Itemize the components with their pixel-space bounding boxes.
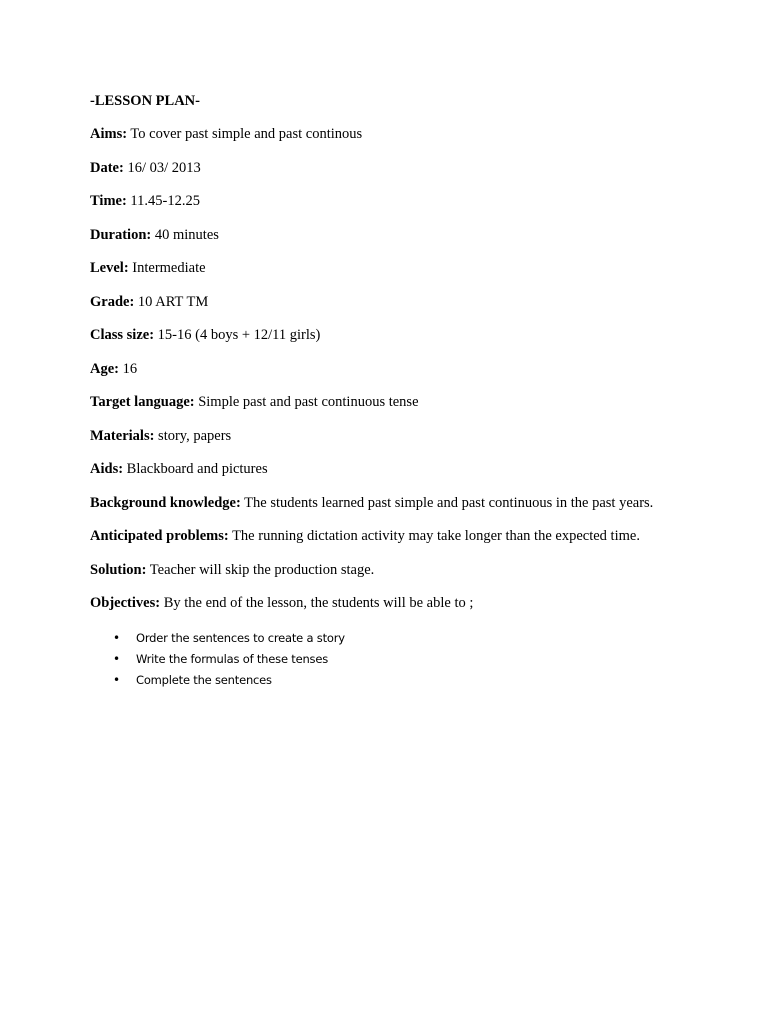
field-materials [90,427,730,446]
objectives-list [113,628,345,691]
bullet-icon: • [113,631,120,645]
field-objectives [90,594,730,613]
field-time [90,192,730,211]
field-label: Level: [90,260,129,276]
field-label: Materials: [90,427,155,444]
field-value: The students learned past simple and past continuous in the past years. [240,494,654,511]
field-date [90,159,730,178]
field-label: Duration: [90,226,152,243]
field-label: Background knowledge: [90,494,241,511]
list-item [113,649,345,670]
objective-text: Order the sentences to create a story [136,631,345,645]
field-value: 16/ 03/ 2013 [123,159,201,176]
bullet-icon: • [113,652,120,666]
field-label: Aims: [90,126,128,142]
field-label: Grade: [90,293,135,310]
objective-text: Complete the sentences [136,673,272,687]
list-item [113,628,345,649]
field-value: story, papers [154,427,232,444]
field-label: Time: [90,193,127,209]
field-duration [90,226,730,245]
field-aims [90,125,730,144]
field-value: 16 [119,360,138,377]
field-age [90,360,730,379]
field-level [90,259,730,278]
field-label: Anticipated problems: [90,528,229,544]
field-label: Solution: [90,561,147,578]
field-aids [90,460,730,479]
field-value: 40 minutes [151,226,219,243]
field-label: Objectives: [90,595,161,611]
field-label: Aids: [90,461,124,477]
field-value: 10 ART TM [134,293,209,310]
field-value: To cover past simple and past continous [127,126,363,142]
field-grade [90,293,730,312]
field-value: Intermediate [128,260,206,276]
field-value: 15-16 (4 boys + 12/11 girls) [154,327,321,343]
field-anticipated-problems [90,527,730,546]
objective-text: Write the formulas of these tenses [136,652,329,666]
field-class-size [90,326,730,345]
field-value: The running dictation activity may take longer than the expected time. [228,528,640,544]
lesson-plan [90,92,730,687]
field-label: Date: [90,159,124,176]
document-title: -LESSON PLAN- [90,93,200,109]
bullet-icon: • [113,673,120,687]
field-label: Age: [90,360,119,377]
list-item [113,670,345,691]
field-label: Target language: [90,394,195,410]
field-solution [90,561,730,580]
field-value: Simple past and past continuous tense [194,394,419,410]
field-value: Blackboard and pictures [123,461,268,477]
field-value: Teacher will skip the production stage. [146,561,375,578]
field-label: Class size: [90,327,155,343]
field-background-knowledge [90,494,730,513]
field-target-language [90,393,730,412]
field-value: By the end of the lesson, the students will be able to ; [160,595,474,611]
field-value: 11.45-12.25 [126,193,200,209]
